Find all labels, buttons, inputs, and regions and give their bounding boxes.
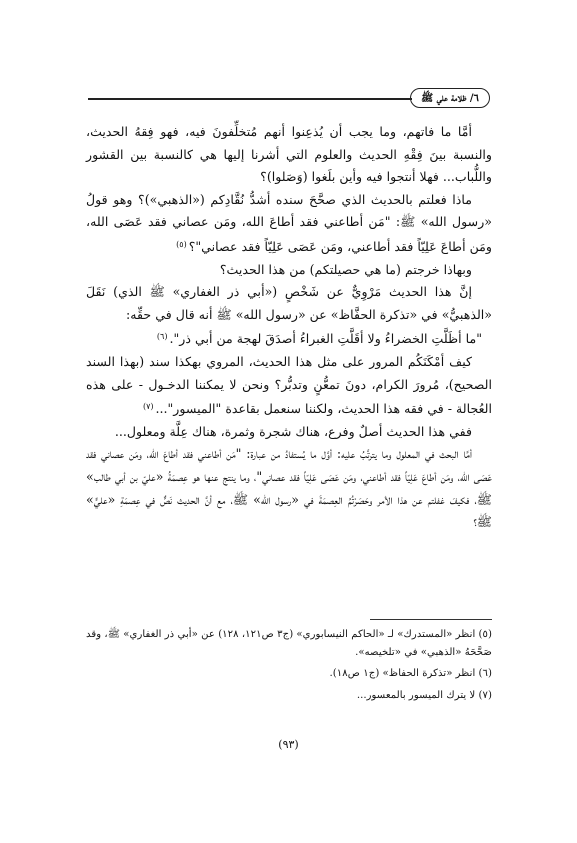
footnote: (٥) انظر «المستدرك» لـ «الحاكم النيسابوري» (ج٣ ص١٢١، ١٢٨) عن «أبي ذر الغفاري» ﷺ، وقد صَحَّحَهُ «الذهبي» في «تلخيصه».: [86, 629, 492, 658]
footnote-ref: (٧): [142, 402, 154, 412]
chapter-title: ٦/ ظلامة علي ﷺ: [410, 88, 490, 108]
paragraph-text: ماذا فعلتم بالحديث الذي صحَّحَ سنده أشدُّ نُقَّادِكم («الذهبي»)؟ وهو قولُ «رسول الله» ﷺ: "مَن أطاعني فقد أطاعَ الله، ومَن عصاني فقد عَصَى الله، ومَن أطاعَ عَلِيّاً فقد أطاعني، ومَن عَصَى عَلِيّاً فقد عصاني"؟: [86, 191, 492, 254]
footnote: (٧) لا يترك الميسور بالمعسور...: [356, 689, 492, 701]
footnotes: [86, 626, 492, 704]
main-text: [86, 121, 492, 534]
paragraph: ففي هذا الحديث أصلٌ وفرع، هناك شجرة وثمرة، هناك عِلَّة ومعلول...: [114, 423, 472, 439]
paragraph: أمَّا ما فاتهم، وما يجب أن يُذعِنوا أنهم مُتخلِّفونَ فيه، فهو فِقهُ الحديث، والنسبة بينَ فِقْهِ الحديث والعلوم التي أشرنا إليها هي كالنسبة بين القشور واللُّباب... فهلا أنتجوا فيه وأين بلَغوا (وَصَلوا)؟: [86, 124, 492, 185]
paragraph: إنَّ هذا الحديث مَرْوِيٌّ عن شَخْصٍ («أبي ذر الغفاري» ﷺ الذي) نَقَلَ «الذهبيُّ» في «تذكرة الحفَّاظ» عن «رسول الله» ﷺ أنه قال في حقِّه:: [86, 284, 492, 322]
page-number: (٩٣): [278, 738, 299, 751]
footnote: (٦) انظر «تذكرة الحفاظ» (ج١ ص١٨).: [329, 668, 492, 679]
footnote-rule: [370, 619, 492, 620]
paragraph: [86, 189, 492, 259]
header-rule: [88, 98, 412, 100]
paragraph: أمَّا البحث في المعلول وما يترتَّبُ عليه: أوَّل ما يُستفادُ من عبارة: "مَن أطاعني فقد أطاعَ الله، ومَن عصاني فقد عَصَى الله، ومَن أطاعَ عَلِيّاً فقد أطاعني، ومَن عَصَى عَلِيّاً فقد عصاني"، وما ينتج عنها هو عِصمَةُ «عليّ بن أبي طالب» ﷺ، فكيفَ غفلتم عن هذا الأمر وحَصَرْتُمُ العِصمَةَ في «رسول الله» ﷺ، مع أنَّ الحديث نَصٌّ في عِصمَةِ «عليٍّ» ﷺ؟: [86, 446, 492, 530]
running-header: [88, 88, 490, 110]
paragraph-text: كيف أمْكَنَكُم المرور على مثل هذا الحديث، المروي بهكذا سند (بهذا السند الصحيح)، مُرورَ الكرام، دونَ تمعُّنٍ وتدبُّر؟ ونحن لا يمكننا الدخـول - على هذه العُجالة - في فقه هذا الحديث، ولكننا سنعمل بقاعدة "الميسور"...: [86, 353, 492, 417]
footnote-ref: (٦): [156, 332, 168, 342]
quote: [86, 326, 492, 351]
paragraph: [86, 351, 492, 421]
paragraph: وبهاذا خرجتم (ما هي حصيلتكم) من هذا الحديث؟: [219, 261, 472, 277]
quote-text: "ما أظَلَّتِ الخضراءُ ولا أقَلَّتِ الغبراءُ أصدَقَ لهجة من أبي ذر".: [169, 331, 482, 347]
footnote-ref: (٥): [176, 239, 187, 249]
